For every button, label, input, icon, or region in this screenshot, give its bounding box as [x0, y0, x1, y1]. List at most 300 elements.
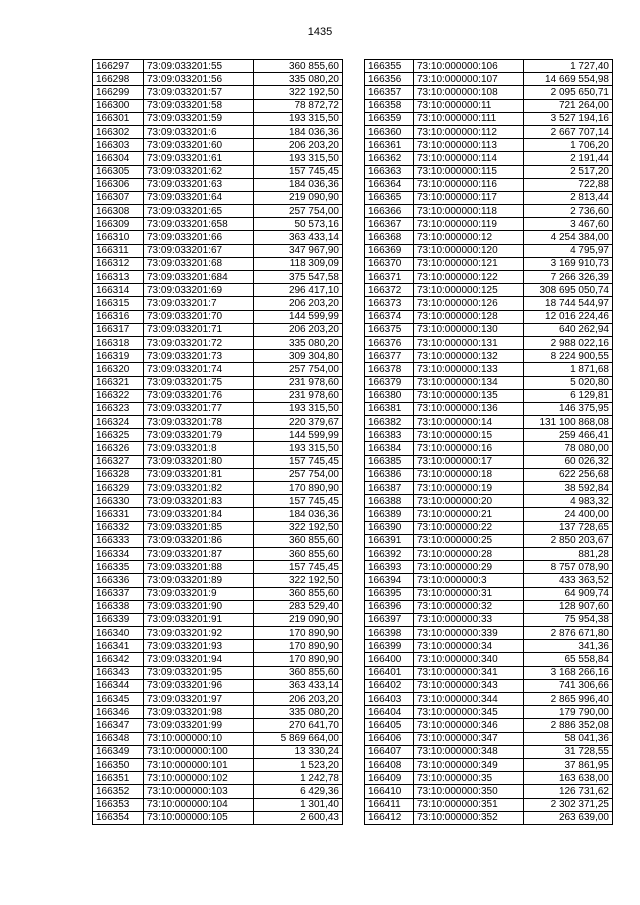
table-row	[365, 508, 613, 521]
cadastral-number-cell: 73:09:033201:60	[144, 139, 254, 152]
cadastral-number-cell: 73:10:000000:11	[414, 99, 524, 112]
row-number-cell: 166394	[365, 574, 414, 587]
row-number-cell: 166300	[93, 99, 144, 112]
value-cell: 193 315,50	[254, 152, 343, 165]
cadastral-number-cell: 73:10:000000:339	[414, 627, 524, 640]
value-cell: 270 641,70	[254, 719, 343, 732]
cadastral-number-cell: 73:10:000000:21	[414, 508, 524, 521]
row-number-cell: 166348	[93, 732, 144, 745]
row-number-cell: 166404	[365, 706, 414, 719]
cadastral-number-cell: 73:10:000000:10	[144, 732, 254, 745]
value-cell: 184 036,36	[254, 508, 343, 521]
row-number-cell: 166401	[365, 666, 414, 679]
cadastral-number-cell: 73:09:033201:68	[144, 257, 254, 270]
cadastral-number-cell: 73:10:000000:35	[414, 772, 524, 785]
table-row	[93, 561, 343, 574]
table-row	[93, 376, 343, 389]
cadastral-number-cell: 73:09:033201:97	[144, 693, 254, 706]
row-number-cell: 166323	[93, 402, 144, 415]
row-number-cell: 166371	[365, 271, 414, 284]
row-number-cell: 166403	[365, 693, 414, 706]
table-row	[93, 534, 343, 547]
row-number-cell: 166411	[365, 798, 414, 811]
row-number-cell: 166412	[365, 811, 414, 824]
value-cell: 283 529,40	[254, 600, 343, 613]
table-row	[93, 719, 343, 732]
table-row	[365, 706, 613, 719]
cadastral-number-cell: 73:10:000000:17	[414, 455, 524, 468]
table-row	[365, 191, 613, 204]
table-row	[93, 758, 343, 771]
row-number-cell: 166407	[365, 745, 414, 758]
cadastral-number-cell: 73:09:033201:89	[144, 574, 254, 587]
table-row	[365, 73, 613, 86]
table-row	[365, 534, 613, 547]
row-number-cell: 166318	[93, 336, 144, 349]
table-row	[365, 112, 613, 125]
row-number-cell: 166331	[93, 508, 144, 521]
cadastral-number-cell: 73:09:033201:76	[144, 389, 254, 402]
cadastral-number-cell: 73:09:033201:62	[144, 165, 254, 178]
table-row	[93, 468, 343, 481]
row-number-cell: 166373	[365, 297, 414, 310]
row-number-cell: 166363	[365, 165, 414, 178]
table-row	[365, 178, 613, 191]
table-row	[93, 60, 343, 73]
table-row	[365, 257, 613, 270]
value-cell: 231 978,60	[254, 389, 343, 402]
table-row	[93, 495, 343, 508]
cadastral-number-cell: 73:10:000000:102	[144, 772, 254, 785]
row-number-cell: 166369	[365, 244, 414, 257]
row-number-cell: 166397	[365, 613, 414, 626]
row-number-cell: 166384	[365, 442, 414, 455]
cadastral-number-cell: 73:09:033201:98	[144, 706, 254, 719]
cadastral-number-cell: 73:09:033201:79	[144, 429, 254, 442]
value-cell: 2 600,43	[254, 811, 343, 824]
cadastral-number-cell: 73:09:033201:66	[144, 231, 254, 244]
cadastral-number-cell: 73:09:033201:92	[144, 627, 254, 640]
cadastral-number-cell: 73:09:033201:95	[144, 666, 254, 679]
cadastral-number-cell: 73:09:033201:9	[144, 587, 254, 600]
cadastral-number-cell: 73:09:033201:94	[144, 653, 254, 666]
row-number-cell: 166365	[365, 191, 414, 204]
table-row	[365, 218, 613, 231]
value-cell: 1 523,20	[254, 758, 343, 771]
table-row	[93, 257, 343, 270]
table-row	[93, 429, 343, 442]
table-row	[365, 772, 613, 785]
table-row	[365, 455, 613, 468]
table-row	[93, 482, 343, 495]
value-cell: 3 527 194,16	[524, 112, 613, 125]
row-number-cell: 166367	[365, 218, 414, 231]
cadastral-number-cell: 73:10:000000:122	[414, 271, 524, 284]
table-row	[93, 442, 343, 455]
table-row	[93, 73, 343, 86]
cadastral-number-cell: 73:10:000000:115	[414, 165, 524, 178]
page-number: 1435	[307, 26, 333, 38]
cadastral-number-cell: 73:10:000000:18	[414, 468, 524, 481]
table-row	[365, 60, 613, 73]
row-number-cell: 166342	[93, 653, 144, 666]
value-cell: 18 744 544,97	[524, 297, 613, 310]
row-number-cell: 166362	[365, 152, 414, 165]
row-number-cell: 166406	[365, 732, 414, 745]
row-number-cell: 166322	[93, 389, 144, 402]
cadastral-number-cell: 73:09:033201:684	[144, 271, 254, 284]
table-row	[365, 758, 613, 771]
row-number-cell: 166345	[93, 693, 144, 706]
value-cell: 2 302 371,25	[524, 798, 613, 811]
row-number-cell: 166336	[93, 574, 144, 587]
cadastral-number-cell: 73:09:033201:57	[144, 86, 254, 99]
cadastral-number-cell: 73:10:000000:108	[414, 86, 524, 99]
cadastral-number-cell: 73:09:033201:72	[144, 336, 254, 349]
value-cell: 170 890,90	[254, 640, 343, 653]
table-row	[365, 640, 613, 653]
table-row	[365, 613, 613, 626]
table-row	[93, 244, 343, 257]
cadastral-number-cell: 73:09:033201:56	[144, 73, 254, 86]
table-row	[365, 653, 613, 666]
table-row	[93, 613, 343, 626]
row-number-cell: 166325	[93, 429, 144, 442]
table-row	[365, 811, 613, 824]
row-number-cell: 166408	[365, 758, 414, 771]
cadastral-number-cell: 73:10:000000:126	[414, 297, 524, 310]
row-number-cell: 166360	[365, 125, 414, 138]
cadastral-number-cell: 73:09:033201:77	[144, 402, 254, 415]
cadastral-number-cell: 73:10:000000:119	[414, 218, 524, 231]
value-cell: 206 203,20	[254, 323, 343, 336]
row-number-cell: 166306	[93, 178, 144, 191]
value-cell: 363 433,14	[254, 231, 343, 244]
value-cell: 118 309,09	[254, 257, 343, 270]
cadastral-number-cell: 73:09:033201:86	[144, 534, 254, 547]
row-number-cell: 166339	[93, 613, 144, 626]
value-cell: 335 080,20	[254, 706, 343, 719]
table-row	[365, 495, 613, 508]
table-row	[93, 205, 343, 218]
table-row	[93, 785, 343, 798]
value-cell: 360 855,60	[254, 60, 343, 73]
value-cell: 193 315,50	[254, 442, 343, 455]
table-row	[365, 547, 613, 560]
table-row	[93, 402, 343, 415]
table-row	[93, 323, 343, 336]
value-cell: 263 639,00	[524, 811, 613, 824]
row-number-cell: 166310	[93, 231, 144, 244]
row-number-cell: 166372	[365, 284, 414, 297]
cadastral-number-cell: 73:09:033201:59	[144, 112, 254, 125]
cadastral-number-cell: 73:09:033201:69	[144, 284, 254, 297]
row-number-cell: 166377	[365, 350, 414, 363]
table-row	[93, 218, 343, 231]
table-row	[93, 455, 343, 468]
row-number-cell: 166333	[93, 534, 144, 547]
table-row	[365, 587, 613, 600]
table-row	[365, 244, 613, 257]
row-number-cell: 166393	[365, 561, 414, 574]
value-cell: 2 517,20	[524, 165, 613, 178]
right-table-body	[365, 60, 613, 825]
cadastral-number-cell: 73:10:000000:346	[414, 719, 524, 732]
row-number-cell: 166327	[93, 455, 144, 468]
cadastral-number-cell: 73:10:000000:3	[414, 574, 524, 587]
value-cell: 65 558,84	[524, 653, 613, 666]
value-cell: 179 790,00	[524, 706, 613, 719]
value-cell: 257 754,00	[254, 363, 343, 376]
cadastral-number-cell: 73:09:033201:58	[144, 99, 254, 112]
table-row	[365, 271, 613, 284]
cadastral-number-cell: 73:09:033201:96	[144, 679, 254, 692]
table-row	[93, 666, 343, 679]
cadastral-number-cell: 73:10:000000:29	[414, 561, 524, 574]
value-cell: 335 080,20	[254, 73, 343, 86]
cadastral-number-cell: 73:10:000000:132	[414, 350, 524, 363]
table-row	[365, 600, 613, 613]
value-cell: 157 745,45	[254, 165, 343, 178]
cadastral-number-cell: 73:10:000000:107	[414, 73, 524, 86]
cadastral-number-cell: 73:10:000000:100	[144, 745, 254, 758]
value-cell: 12 016 224,46	[524, 310, 613, 323]
table-row	[93, 139, 343, 152]
value-cell: 1 242,78	[254, 772, 343, 785]
table-row	[365, 785, 613, 798]
cadastral-number-cell: 73:10:000000:131	[414, 336, 524, 349]
value-cell: 126 731,62	[524, 785, 613, 798]
table-row	[93, 587, 343, 600]
row-number-cell: 166329	[93, 482, 144, 495]
table-row	[365, 323, 613, 336]
table-row	[365, 745, 613, 758]
value-cell: 322 192,50	[254, 86, 343, 99]
row-number-cell: 166344	[93, 679, 144, 692]
row-number-cell: 166368	[365, 231, 414, 244]
value-cell: 219 090,90	[254, 191, 343, 204]
value-cell: 296 417,10	[254, 284, 343, 297]
cadastral-number-cell: 73:10:000000:116	[414, 178, 524, 191]
cadastral-number-cell: 73:09:033201:70	[144, 310, 254, 323]
value-cell: 322 192,50	[254, 574, 343, 587]
row-number-cell: 166386	[365, 468, 414, 481]
cadastral-number-cell: 73:10:000000:125	[414, 284, 524, 297]
cadastral-number-cell: 73:09:033201:85	[144, 521, 254, 534]
cadastral-number-cell: 73:10:000000:16	[414, 442, 524, 455]
cadastral-number-cell: 73:10:000000:117	[414, 191, 524, 204]
value-cell: 360 855,60	[254, 587, 343, 600]
value-cell: 220 379,67	[254, 416, 343, 429]
table-row	[93, 653, 343, 666]
row-number-cell: 166303	[93, 139, 144, 152]
cadastral-number-cell: 73:09:033201:91	[144, 613, 254, 626]
cadastral-number-cell: 73:10:000000:343	[414, 679, 524, 692]
value-cell: 360 855,60	[254, 547, 343, 560]
table-row	[365, 468, 613, 481]
cadastral-number-cell: 73:10:000000:130	[414, 323, 524, 336]
cadastral-number-cell: 73:09:033201:82	[144, 482, 254, 495]
table-row	[93, 600, 343, 613]
cadastral-number-cell: 73:09:033201:83	[144, 495, 254, 508]
value-cell: 1 301,40	[254, 798, 343, 811]
value-cell: 4 254 384,00	[524, 231, 613, 244]
cadastral-number-cell: 73:09:033201:99	[144, 719, 254, 732]
right-data-table	[364, 59, 613, 825]
value-cell: 721 264,00	[524, 99, 613, 112]
row-number-cell: 166338	[93, 600, 144, 613]
cadastral-number-cell: 73:10:000000:118	[414, 205, 524, 218]
table-row	[365, 336, 613, 349]
table-row	[365, 205, 613, 218]
value-cell: 170 890,90	[254, 482, 343, 495]
value-cell: 360 855,60	[254, 534, 343, 547]
row-number-cell: 166311	[93, 244, 144, 257]
cadastral-number-cell: 73:10:000000:33	[414, 613, 524, 626]
row-number-cell: 166341	[93, 640, 144, 653]
table-row	[93, 706, 343, 719]
cadastral-number-cell: 73:09:033201:74	[144, 363, 254, 376]
row-number-cell: 166307	[93, 191, 144, 204]
table-row	[365, 429, 613, 442]
table-row	[93, 165, 343, 178]
value-cell: 2 667 707,14	[524, 125, 613, 138]
value-cell: 3 467,60	[524, 218, 613, 231]
table-row	[365, 125, 613, 138]
row-number-cell: 166330	[93, 495, 144, 508]
cadastral-number-cell: 73:09:033201:81	[144, 468, 254, 481]
value-cell: 146 375,95	[524, 402, 613, 415]
row-number-cell: 166385	[365, 455, 414, 468]
value-cell: 206 203,20	[254, 297, 343, 310]
row-number-cell: 166358	[365, 99, 414, 112]
value-cell: 309 304,80	[254, 350, 343, 363]
cadastral-number-cell: 73:09:033201:55	[144, 60, 254, 73]
value-cell: 60 026,32	[524, 455, 613, 468]
value-cell: 170 890,90	[254, 653, 343, 666]
row-number-cell: 166399	[365, 640, 414, 653]
cadastral-number-cell: 73:09:033201:63	[144, 178, 254, 191]
value-cell: 6 429,36	[254, 785, 343, 798]
value-cell: 259 466,41	[524, 429, 613, 442]
row-number-cell: 166378	[365, 363, 414, 376]
value-cell: 3 169 910,73	[524, 257, 613, 270]
cadastral-number-cell: 73:09:033201:78	[144, 416, 254, 429]
table-row	[93, 389, 343, 402]
row-number-cell: 166355	[365, 60, 414, 73]
value-cell: 3 168 266,16	[524, 666, 613, 679]
value-cell: 881,28	[524, 547, 613, 560]
row-number-cell: 166364	[365, 178, 414, 191]
table-row	[93, 416, 343, 429]
value-cell: 157 745,45	[254, 495, 343, 508]
value-cell: 335 080,20	[254, 336, 343, 349]
value-cell: 308 695 050,74	[524, 284, 613, 297]
cadastral-number-cell: 73:09:033201:6	[144, 125, 254, 138]
value-cell: 38 592,84	[524, 482, 613, 495]
cadastral-number-cell: 73:10:000000:135	[414, 389, 524, 402]
value-cell: 341,36	[524, 640, 613, 653]
row-number-cell: 166353	[93, 798, 144, 811]
table-row	[365, 719, 613, 732]
table-row	[365, 574, 613, 587]
value-cell: 64 909,74	[524, 587, 613, 600]
row-number-cell: 166375	[365, 323, 414, 336]
cadastral-number-cell: 73:10:000000:22	[414, 521, 524, 534]
value-cell: 131 100 868,08	[524, 416, 613, 429]
value-cell: 170 890,90	[254, 627, 343, 640]
table-row	[93, 350, 343, 363]
value-cell: 184 036,36	[254, 178, 343, 191]
row-number-cell: 166409	[365, 772, 414, 785]
cadastral-number-cell: 73:10:000000:103	[144, 785, 254, 798]
cadastral-number-cell: 73:10:000000:120	[414, 244, 524, 257]
cadastral-number-cell: 73:10:000000:349	[414, 758, 524, 771]
row-number-cell: 166391	[365, 534, 414, 547]
value-cell: 144 599,99	[254, 310, 343, 323]
cadastral-number-cell: 73:09:033201:64	[144, 191, 254, 204]
value-cell: 50 573,16	[254, 218, 343, 231]
value-cell: 14 669 554,98	[524, 73, 613, 86]
cadastral-number-cell: 73:10:000000:340	[414, 653, 524, 666]
value-cell: 78 080,00	[524, 442, 613, 455]
cadastral-number-cell: 73:10:000000:19	[414, 482, 524, 495]
cadastral-number-cell: 73:09:033201:7	[144, 297, 254, 310]
row-number-cell: 166366	[365, 205, 414, 218]
value-cell: 206 203,20	[254, 139, 343, 152]
row-number-cell: 166305	[93, 165, 144, 178]
table-row	[365, 350, 613, 363]
value-cell: 13 330,24	[254, 745, 343, 758]
table-row	[93, 640, 343, 653]
value-cell: 741 306,66	[524, 679, 613, 692]
row-number-cell: 166315	[93, 297, 144, 310]
cadastral-number-cell: 73:10:000000:112	[414, 125, 524, 138]
cadastral-number-cell: 73:10:000000:34	[414, 640, 524, 653]
value-cell: 2 736,60	[524, 205, 613, 218]
table-row	[93, 363, 343, 376]
cadastral-number-cell: 73:09:033201:75	[144, 376, 254, 389]
table-row	[93, 798, 343, 811]
table-row	[93, 112, 343, 125]
value-cell: 58 041,36	[524, 732, 613, 745]
table-row	[365, 679, 613, 692]
value-cell: 231 978,60	[254, 376, 343, 389]
row-number-cell: 166387	[365, 482, 414, 495]
row-number-cell: 166352	[93, 785, 144, 798]
row-number-cell: 166383	[365, 429, 414, 442]
cadastral-number-cell: 73:10:000000:14	[414, 416, 524, 429]
value-cell: 363 433,14	[254, 679, 343, 692]
row-number-cell: 166402	[365, 679, 414, 692]
value-cell: 184 036,36	[254, 125, 343, 138]
cadastral-number-cell: 73:10:000000:15	[414, 429, 524, 442]
value-cell: 360 855,60	[254, 666, 343, 679]
table-row	[365, 402, 613, 415]
value-cell: 2 850 203,67	[524, 534, 613, 547]
row-number-cell: 166357	[365, 86, 414, 99]
row-number-cell: 166395	[365, 587, 414, 600]
left-data-table	[92, 59, 343, 825]
table-row	[93, 231, 343, 244]
cadastral-number-cell: 73:09:033201:87	[144, 547, 254, 560]
value-cell: 1 727,40	[524, 60, 613, 73]
cadastral-number-cell: 73:10:000000:25	[414, 534, 524, 547]
table-row	[365, 482, 613, 495]
value-cell: 2 988 022,16	[524, 336, 613, 349]
row-number-cell: 166410	[365, 785, 414, 798]
value-cell: 2 886 352,08	[524, 719, 613, 732]
